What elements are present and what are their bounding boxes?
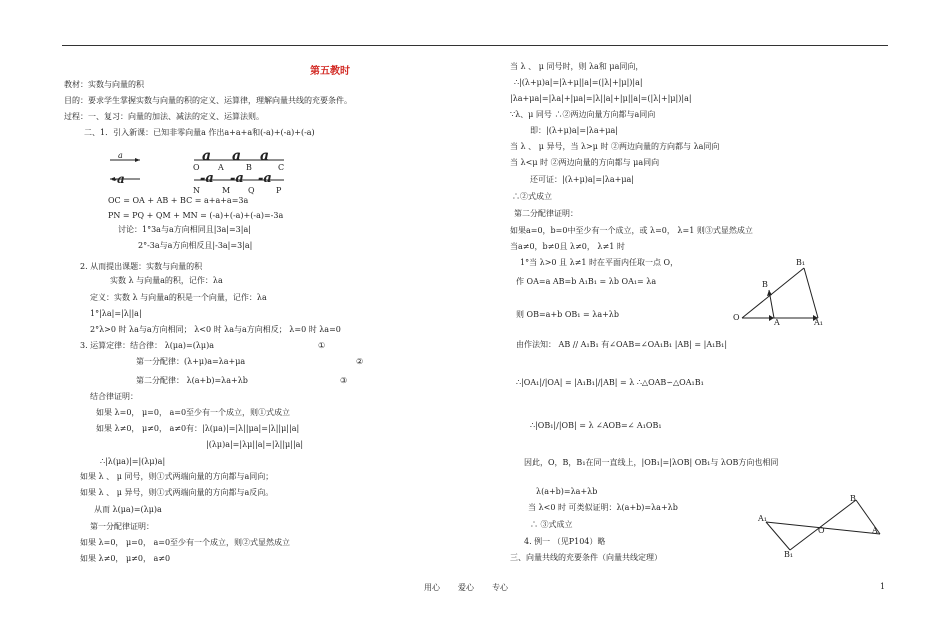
text-line: 从而 λ(μa)=(λμ)a [94, 505, 162, 514]
text-line: 二、1．引入新课：已知非零向量a 作出a+a+a和(-a)+(-a)+(-a) [84, 128, 315, 137]
fig1-O-label: O [733, 313, 740, 322]
text-line: λ(a+b)=λa+λb [536, 487, 598, 496]
point-A-label: A [218, 163, 224, 172]
equation-marker-1: ① [318, 341, 326, 350]
point-Q-label: Q [248, 186, 255, 195]
text-line: 如果 λ≠0， μ≠0， a≠0 [80, 554, 171, 563]
text-line: 讨论：1°3a与a方向相同且|3a|=3|a| [118, 225, 251, 234]
equation-marker-2: ② [356, 357, 364, 366]
page-number: 1 [880, 582, 886, 591]
footer-item-1: 用心 [424, 583, 440, 592]
fig2-B-label: B [850, 494, 856, 503]
text-line: 如果 λ=0， μ=0， a=0至少有一个成立，则②式显然成立 [80, 538, 291, 547]
text-line: 2°λ>0 时 λa与a方向相同； λ<0 时 λa与a方向相反； λ=0 时 λa=0 [90, 325, 341, 334]
point-P-label: P [276, 186, 282, 195]
text-line: ∵λ、μ 同号 ∴②两边向量方向都与a同向 [510, 110, 656, 119]
text-line: 第二分配律： λ(a+b)=λa+λb [136, 376, 248, 385]
text-line: 4. 例一 （见P104）略 [524, 537, 606, 546]
text-line: PN = PQ + QM + MN = (-a)+(-a)+(-a)=-3a [108, 211, 284, 220]
fig2-B1-label: B₁ [784, 550, 794, 559]
text-line: 当 λ 、 μ 异号，当 λ>μ 时 ②两边向量的方向都与 λa同向 [510, 142, 720, 151]
text-line: ∴|λ(μa)|=|(λμ)a| [100, 457, 166, 466]
text-line: 因此，O，B，B₁在同一直线上，|OB₁|=|λOB| OB₁与 λOB方向也相同 [524, 458, 779, 467]
fig1-A1-label: A₁ [814, 318, 823, 327]
fig1-B1-label: B₁ [796, 258, 806, 267]
text-line: 当 λ<μ 时 ②两边向量的方向都与 μa同向 [510, 158, 660, 167]
text-line: 定义：实数 λ 与向量a的积是一个向量，记作：λa [90, 293, 267, 302]
text-line: ∴|(λ+μ)a|=|λ+μ||a|=(|λ|+|μ|)|a| [514, 78, 643, 87]
vector-a-label: a [118, 151, 123, 160]
text-line: 1°当 λ>0 且 λ≠1 时在平面内任取一点 O， [520, 258, 679, 267]
text-line: 如果 λ 、 μ 异号，则①式两端向量的方向都与a反向。 [80, 488, 274, 497]
text-line: 实数 λ 与向量a的积，记作：λa [110, 276, 223, 285]
point-N-label: N [193, 186, 200, 195]
text-line: ∴|OB₁|/|OB| = λ ∠AOB=∠ A₁OB₁ [530, 421, 662, 430]
text-line: 第一分配律证明： [90, 522, 154, 531]
chain-neg-a2: -a [230, 171, 244, 186]
text-line: 由作法知： AB // A₁B₁ 有∠OAB=∠OA₁B₁ |AB| = |A₁B₁| [516, 340, 728, 349]
text-line: 2. 从而提出课题：实数与向量的积 [80, 262, 203, 271]
text-line: 1°|λa|=|λ||a| [90, 309, 142, 318]
text-line: 3. 运算定律：结合律： λ(μa)=(λμ)a [80, 341, 214, 350]
chain-a1: a [202, 148, 212, 164]
vector-neg-a-label: -a [112, 172, 125, 186]
fig1-A-label: A [774, 318, 780, 327]
text-line: 如果 λ 、 μ 同号，则①式两端向量的方向都与a同向； [80, 472, 274, 481]
text-line: ∴|OA₁|/|OA| = |A₁B₁|/|AB| = λ ∴△OAB∽△OA₁B₁ [516, 378, 704, 387]
header-rule [62, 45, 888, 46]
text-line: 作 OA=a AB=b A₁B₁ = λb OA₁= λa [516, 277, 657, 286]
text-line: 如果 λ≠0， μ≠0， a≠0有：|λ(μa)|=|λ||μa|=|λ||μ||a| [96, 424, 300, 433]
point-O-label: O [193, 163, 200, 172]
chain-a3: a [260, 148, 270, 164]
text-line: 还可证：|(λ+μ)a|=|λa+μa| [530, 175, 634, 184]
equation-marker-3: ③ [340, 376, 348, 385]
fig1-B-label: B [762, 280, 768, 289]
footer-item-2: 爱心 [458, 583, 474, 592]
similar-triangle-figure [736, 260, 846, 330]
text-line: OC = OA + AB + BC = a+a+a=3a [108, 196, 249, 205]
fig2-A1-label: A₁ [758, 514, 767, 523]
text-line: 如果 λ=0， μ=0， a=0至少有一个成立，则①式成立 [96, 408, 291, 417]
text-line: ∴②式成立 [512, 192, 552, 201]
page-title: 第五教时 [310, 66, 350, 77]
text-line: 过程：一、复习：向量的加法、减法的定义、运算法则。 [64, 112, 264, 121]
text-line: 目的：要求学生掌握实数与向量的积的定义、运算律，理解向量共线的充要条件。 [64, 96, 352, 105]
fig2-O-label: O [818, 526, 825, 535]
text-line: ∴ ③式成立 [530, 520, 573, 529]
point-M-label: M [222, 186, 231, 195]
text-line: 则 OB=a+b OB₁ = λa+λb [516, 310, 619, 319]
text-line: 教材：实数与向量的积 [64, 80, 144, 89]
text-line: 当 λ 、 μ 同号时，则 λa和 μa同向， [510, 62, 644, 71]
fig2-A-label: A [872, 526, 878, 535]
text-line: 第二分配律证明： [514, 209, 578, 218]
chain-neg-a3: -a [258, 171, 272, 186]
text-line: 当 λ<0 时 可类似证明：λ(a+b)=λa+λb [528, 503, 678, 512]
text-line: 当a≠0，b≠0且 λ≠0， λ≠1 时 [510, 242, 625, 251]
text-line: |(λμ)a|=|λμ||a|=|λ||μ||a| [206, 440, 304, 449]
text-line: 第一分配律：(λ+μ)a=λa+μa [136, 357, 246, 366]
text-line: 三、向量共线的充要条件（向量共线定理） [510, 553, 662, 562]
text-line: 2°-3a与a方向相反且|-3a|=3|a| [138, 241, 253, 250]
text-line: 即：|(λ+μ)a|=|λa+μa| [530, 126, 618, 135]
text-line: 结合律证明： [90, 392, 138, 401]
point-B-label: B [246, 163, 252, 172]
chain-a2: a [232, 148, 242, 164]
text-line: |λa+μa|=|λa|+|μa|=|λ||a|+|μ||a|=(|λ|+|μ|)|a| [510, 94, 692, 103]
chain-neg-a1: -a [200, 171, 214, 186]
text-line: 如果a=0，b=0中至少有一个成立，或 λ=0， λ=1 则③式显然成立 [510, 226, 753, 235]
footer-item-3: 专心 [492, 583, 508, 592]
point-C-label: C [278, 163, 285, 172]
negative-lambda-figure [758, 494, 888, 554]
